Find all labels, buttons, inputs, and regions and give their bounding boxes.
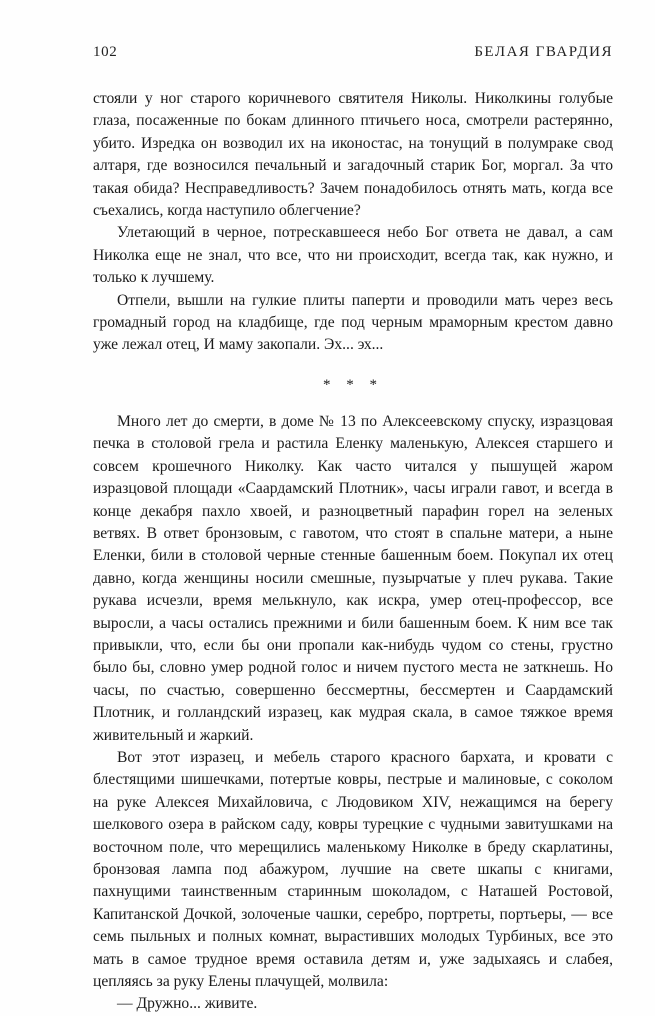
body-text bbox=[93, 88, 613, 1016]
paragraph-5: Вот этот изразец, и мебель старого красного бархата, и кровати с блестящими шишечками, потертые ковры, пестрые и малиновые, с соколом на руке Алексея Михайловича, с Людовиком XIV, нежащимся на берегу шелкового озера в райском саду, ковры турецкие с чудными завитушками на восточном поле, что мерещились маленькому Николке в бреду скарлатины, бронзовая лампа под абажуром, лучшие на свете шкапы с книгами, пахнущими таинственным старинным шоколадом, с Наташей Ростовой, Капитанской Дочкой, золоченые чашки, серебро, портреты, портьеры, — все семь пыльных и полных комнат, вырастивших молодых Турбиных, все это мать в самое трудное время оставила детям и, уже задыхаясь и слабея, цепляясь за руку Елены плачущей, молвила: bbox=[93, 748, 613, 991]
paragraph-4: Много лет до смерти, в доме № 13 по Алексеевскому спуску, изразцовая печка в столовой грела и растила Еленку маленькую, Алексея старшего и совсем крошечного Николку. Как часто читался у пышущей жаром изразцовой площади «Саардамский Плотник», часы играли гавот, и всегда в конце декабря пахло хвоей, и разноцветный парафин горел на зеленых ветвях. В ответ бронзовым, с гавотом, что стоят в спальне матери, а ныне Еленки, били в столовой черные стенные башенным боем. Покупал их отец давно, когда женщины носили смешные, пузырчатые у плеч рукава. Такие рукава исчезли, время мелькнуло, как искра, умер отец-профессор, все выросли, а часы остались прежними и били башенным боем. К ним все так привыкли, что, если бы они пропали как-нибудь чудом со стены, грустно было бы, словно умер родной голос и ничем пустого места не заткнешь. Но часы, по счастью, совершенно бессмертны, бессмертен и Саардамский Плотник, и голландский изразец, как мудрая скала, в самое тяжкое время живительный и жаркий. bbox=[93, 412, 613, 744]
page-number: 102 bbox=[93, 44, 118, 60]
paragraph-2: Улетающий в черное, потрескавшееся небо Бог ответа не давал, а сам Николка еще не знал, что все, что ни происходит, всегда так, как нужно, и только к лучшему. bbox=[93, 224, 613, 287]
paragraph-6: — Дружно... живите. bbox=[117, 995, 258, 1013]
section-separator: * * * bbox=[323, 376, 383, 393]
paragraph-1: стояли у ног старого коричневого святителя Николы. Николкины голубые глаза, посаженные по бокам длинного птичьего носа, смотрели растерянно, убито. Изредка он возводил их на иконостас, на тонущий в полумраке свод алтаря, где возносился печальный и загадочный старик Бог, моргал. За что такая обида? Несправедливость? Зачем понадобилось отнять мать, когда все съехались, когда наступило облегчение? bbox=[93, 90, 613, 220]
page-header bbox=[93, 44, 613, 66]
paragraph-3: Отпели, вышли на гулкие плиты паперти и проводили мать через весь громадный город на кладбище, где под черным мраморным крестом давно уже лежал отец, И маму закопали. Эх... эх... bbox=[93, 291, 613, 354]
running-title: БЕЛАЯ ГВАРДИЯ bbox=[474, 44, 613, 60]
book-page bbox=[93, 44, 613, 1016]
